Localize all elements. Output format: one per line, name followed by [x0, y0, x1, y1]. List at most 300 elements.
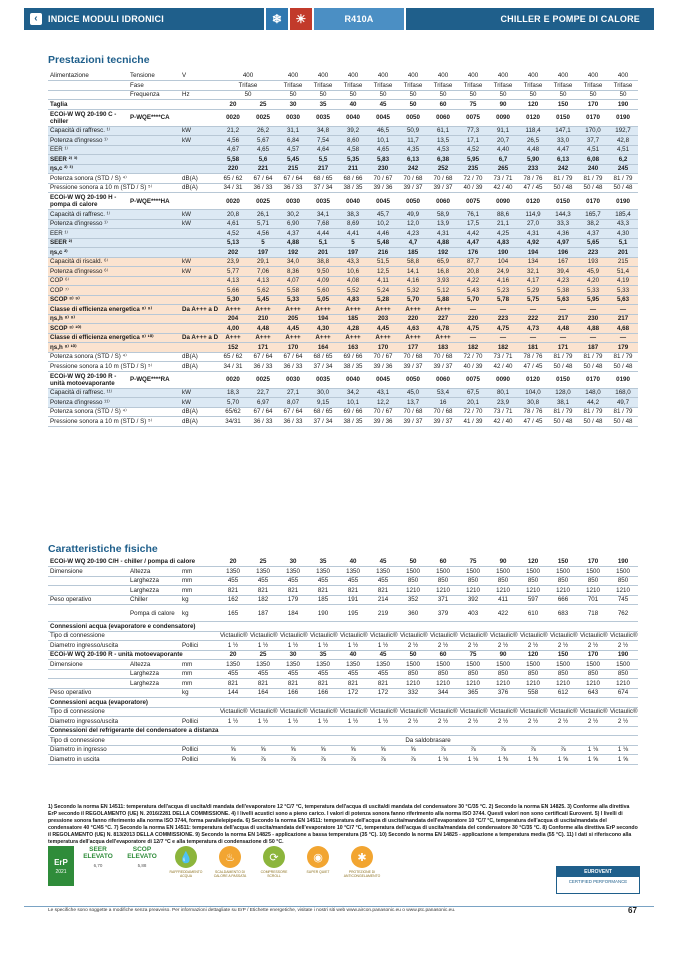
- table-cell: 1 ½: [368, 717, 398, 727]
- table-cell: 29,1: [248, 257, 278, 267]
- table-cell: 9,15: [308, 398, 338, 408]
- table-cell: 1210: [578, 586, 608, 596]
- table-cell: 30: [278, 650, 308, 660]
- table-cell: SEER ²⁾: [48, 238, 128, 248]
- table-cell: 5,13: [218, 238, 248, 248]
- table-cell: 34,0: [278, 257, 308, 267]
- table-cell: 4,19: [608, 276, 638, 286]
- compressor-label: COMPRESSORE SCROLL: [260, 870, 288, 878]
- scroll-compressor-icon: ⟳: [263, 846, 285, 868]
- table-cell: 5,52: [338, 286, 368, 296]
- table-cell: 0090: [488, 371, 518, 388]
- table-cell: 67 / 64: [278, 174, 308, 184]
- table-cell: Peso operativo: [48, 595, 128, 605]
- table-cell: kW: [180, 126, 218, 136]
- table-cell: 11,7: [398, 136, 428, 146]
- table-cell: 1 ⅜: [518, 755, 548, 765]
- table-cell: SEER ²⁾ ³⁾: [48, 155, 128, 165]
- table-cell: Potenza d'ingresso ⁶⁾: [48, 267, 180, 277]
- table-cell: 50: [308, 90, 338, 100]
- table-cell: ηs,c ²⁾: [48, 248, 128, 258]
- table-cell: 190: [608, 100, 638, 110]
- table-cell: [48, 586, 128, 596]
- table-cell: 90: [488, 557, 518, 567]
- table-cell: SCOP ⁸⁾ ¹⁰⁾: [48, 324, 128, 334]
- table-cell: kW: [180, 257, 218, 267]
- table-cell: 219: [368, 605, 398, 622]
- table-cell: Larghezza: [128, 586, 180, 596]
- table-cell: 1350: [248, 660, 278, 670]
- table-cell: 5,1: [308, 238, 338, 248]
- table-cell: 68 / 65: [308, 352, 338, 362]
- table-row: [48, 155, 638, 165]
- table-cell: —: [518, 333, 548, 343]
- table-cell: 185: [308, 595, 338, 605]
- table-cell: 0075: [458, 109, 488, 126]
- table-cell: 81 / 79: [608, 174, 638, 184]
- table-cell: 20: [218, 100, 248, 110]
- table-cell: 73 / 71: [488, 352, 518, 362]
- table-cell: 13,9: [428, 219, 458, 229]
- table-cell: 2 ½: [398, 717, 428, 727]
- erp-badge: [48, 846, 74, 886]
- table-cell: 4,52: [218, 229, 248, 239]
- table-cell: 400: [278, 71, 308, 81]
- table-cell: 21,1: [488, 219, 518, 229]
- table-cell: 45: [368, 100, 398, 110]
- table-row: [48, 145, 638, 155]
- table-cell: 220: [218, 164, 248, 174]
- table-cell: 195: [338, 605, 368, 622]
- table-cell: 5,32: [398, 286, 428, 296]
- table-cell: 50: [548, 90, 578, 100]
- table-cell: 455: [368, 576, 398, 586]
- table-cell: 38 / 35: [338, 362, 368, 372]
- table-cell: [128, 286, 180, 296]
- table-cell: 1210: [518, 586, 548, 596]
- table-cell: 65/62: [218, 407, 248, 417]
- table-cell: 196: [548, 248, 578, 258]
- table-cell: 104,0: [518, 388, 548, 398]
- table-cell: 42 / 40: [488, 417, 518, 427]
- table-cell: 4,63: [398, 324, 428, 334]
- table-cell: 34,1: [308, 210, 338, 220]
- table-cell: 0060: [428, 371, 458, 388]
- table-cell: COP ⁷⁾: [48, 286, 128, 296]
- table-cell: 4,56: [218, 136, 248, 146]
- table-cell: A+++: [278, 305, 308, 315]
- table-cell: 850: [488, 669, 518, 679]
- table-cell: 0020: [218, 109, 248, 126]
- table-cell: Trifase: [488, 81, 518, 91]
- table-cell: Potenza d'ingresso ¹⁾: [48, 219, 180, 229]
- table-cell: 172: [338, 688, 368, 698]
- table-cell: 197: [248, 248, 278, 258]
- table-cell: Pollici: [180, 717, 218, 727]
- table-cell: 821: [308, 586, 338, 596]
- table-row: [48, 343, 638, 353]
- table-cell: Capacità di raffresc. ¹¹⁾: [48, 388, 180, 398]
- table-cell: 20,8: [458, 267, 488, 277]
- table-cell: 455: [218, 669, 248, 679]
- table-cell: 4,48: [248, 324, 278, 334]
- table-cell: 0050: [398, 109, 428, 126]
- table-cell: 2 ½: [488, 641, 518, 651]
- table-cell: 558: [518, 688, 548, 698]
- table-row: [48, 248, 638, 258]
- table-cell: 179: [278, 595, 308, 605]
- table-cell: [128, 295, 180, 305]
- table-cell: 182: [458, 343, 488, 353]
- table-cell: —: [578, 305, 608, 315]
- table-cell: 392: [458, 595, 488, 605]
- table-cell: 31,1: [278, 126, 308, 136]
- table-cell: 400: [548, 71, 578, 81]
- table-cell: 30: [278, 557, 308, 567]
- table-cell: Tipo di connessione: [48, 736, 128, 746]
- table-cell: 227: [428, 314, 458, 324]
- table-cell: Altezza: [128, 660, 180, 670]
- table-cell: 171: [248, 343, 278, 353]
- table-row: [48, 183, 638, 193]
- table-cell: 78 / 76: [518, 352, 548, 362]
- table-cell: 1500: [488, 660, 518, 670]
- table-cell: 150: [548, 557, 578, 567]
- table-cell: 41 / 39: [458, 417, 488, 427]
- table-cell: 1500: [458, 567, 488, 577]
- table-cell: 0035: [308, 371, 338, 388]
- table-cell: 850: [578, 669, 608, 679]
- table-cell: 5,71: [248, 219, 278, 229]
- table-cell: 4,88: [428, 238, 458, 248]
- table-cell: Frequenza: [128, 90, 180, 100]
- table-cell: [180, 295, 218, 305]
- table-cell: 37 / 34: [308, 417, 338, 427]
- table-cell: 242: [398, 164, 428, 174]
- table-cell: 80,1: [488, 388, 518, 398]
- table-cell: Larghezza: [128, 669, 180, 679]
- table-cell: mm: [180, 669, 218, 679]
- table-cell: A+++: [338, 305, 368, 315]
- table-cell: 203: [368, 314, 398, 324]
- table-cell: 5,58: [278, 286, 308, 296]
- table-cell: 70 / 68: [398, 352, 428, 362]
- table-row: [48, 257, 638, 267]
- table-cell: 1500: [398, 567, 428, 577]
- table-cell: Victaulic®: [580, 708, 608, 716]
- table-cell: 50 / 48: [578, 417, 608, 427]
- table-cell: [128, 631, 180, 641]
- antifreeze-label: PROTEZIONE DI ANTICONGELAMENTO: [343, 870, 381, 878]
- table-cell: Trifase: [518, 81, 548, 91]
- table-cell: 38 / 35: [338, 417, 368, 427]
- table-cell: 5,67: [248, 136, 278, 146]
- table-row: [48, 622, 638, 632]
- table-cell: 1500: [518, 660, 548, 670]
- table-cell: 455: [218, 576, 248, 586]
- table-cell: 1350: [278, 660, 308, 670]
- table-cell: 5,63: [548, 295, 578, 305]
- table-cell: 214: [368, 595, 398, 605]
- table-cell: 1500: [488, 567, 518, 577]
- table-cell: 81 / 79: [578, 407, 608, 417]
- table-cell: 1 ⅛: [578, 745, 608, 755]
- table-cell: —: [458, 305, 488, 315]
- table-cell: 75: [458, 557, 488, 567]
- table-cell: 172: [368, 688, 398, 698]
- table-cell: 1350: [218, 660, 248, 670]
- table-cell: kg: [180, 595, 218, 605]
- table-cell: 1500: [548, 660, 578, 670]
- table-cell: 7,68: [308, 219, 338, 229]
- table-cell: [128, 736, 180, 746]
- table-cell: 60: [428, 100, 458, 110]
- table-cell: 4,20: [578, 276, 608, 286]
- table-cell: 217: [608, 314, 638, 324]
- page-number: 67: [628, 906, 637, 915]
- table-cell: 20,7: [488, 136, 518, 146]
- table-cell: 50 / 48: [548, 417, 578, 427]
- table-cell: Classe di efficienza energetica ⁸⁾ ⁹⁾: [48, 305, 180, 315]
- table-row: [48, 745, 638, 755]
- table-row: [48, 90, 638, 100]
- table-cell: 47 / 45: [518, 417, 548, 427]
- table-cell: 78 / 76: [518, 174, 548, 184]
- table-cell: Victaulic®: [580, 632, 608, 640]
- table-cell: 745: [608, 595, 638, 605]
- table-cell: 25: [248, 100, 278, 110]
- table-cell: 821: [308, 679, 338, 689]
- table-cell: 5,5: [308, 155, 338, 165]
- table-cell: Tipo di connessione: [48, 707, 128, 717]
- table-cell: 0090: [488, 109, 518, 126]
- table-cell: Diametro in ingresso: [48, 745, 128, 755]
- table-cell: 50 / 48: [608, 362, 638, 372]
- table-cell: [180, 229, 218, 239]
- table-cell: 5,70: [458, 295, 488, 305]
- table-cell: 400: [458, 71, 488, 81]
- table-cell: 4,88: [578, 324, 608, 334]
- table-cell: Tipo di connessione: [48, 631, 128, 641]
- table-cell: 4,88: [278, 238, 308, 248]
- index-link[interactable]: [24, 8, 264, 30]
- table-cell: 666: [548, 595, 578, 605]
- table-cell: 4,68: [608, 324, 638, 334]
- table-cell: dB(A): [180, 417, 218, 427]
- table-cell: A+++: [428, 333, 458, 343]
- table-cell: 51,5: [368, 257, 398, 267]
- table-cell: ⅝: [218, 755, 248, 765]
- table-cell: 850: [518, 576, 548, 586]
- table-cell: 4,11: [368, 276, 398, 286]
- table-cell: 39 / 36: [368, 183, 398, 193]
- table-cell: 0030: [278, 193, 308, 210]
- table-cell: 6,38: [428, 155, 458, 165]
- table-cell: 4,41: [338, 229, 368, 239]
- table-cell: 70 / 68: [398, 407, 428, 417]
- table-cell: A+++: [308, 305, 338, 315]
- table-cell: 43,3: [338, 257, 368, 267]
- table-cell: Victaulic®: [550, 632, 578, 640]
- table-cell: 190: [308, 605, 338, 622]
- table-cell: 5,60: [308, 286, 338, 296]
- table-cell: 4,45: [368, 324, 398, 334]
- table-cell: 5,62: [248, 286, 278, 296]
- table-cell: 13,5: [428, 136, 458, 146]
- table-cell: 147,1: [548, 126, 578, 136]
- table-row: [48, 605, 638, 622]
- table-cell: Trifase: [398, 81, 428, 91]
- snowflake-icon: ❄: [266, 8, 288, 30]
- table-cell: 20,8: [218, 210, 248, 220]
- table-cell: 344: [428, 688, 458, 698]
- table-cell: 455: [278, 669, 308, 679]
- table-cell: Trifase: [308, 81, 338, 91]
- section-title-caratteristiche: Caratteristiche fisiche: [48, 543, 158, 555]
- table-cell: 34 / 31: [218, 183, 248, 193]
- table-cell: 4,30: [608, 229, 638, 239]
- table-cell: 27,1: [278, 388, 308, 398]
- table-cell: 220: [398, 314, 428, 324]
- table-cell: 50: [398, 100, 428, 110]
- table-cell: 30,2: [278, 210, 308, 220]
- table-cell: 50: [488, 90, 518, 100]
- table-cell: 73 / 71: [488, 407, 518, 417]
- table-row: [48, 641, 638, 651]
- table-row: [48, 688, 638, 698]
- table-cell: 4,31: [518, 229, 548, 239]
- table-cell: 1500: [428, 660, 458, 670]
- table-cell: 170: [278, 343, 308, 353]
- table-cell: 0040: [338, 193, 368, 210]
- table-cell: 150: [548, 100, 578, 110]
- table-cell: 91,1: [488, 126, 518, 136]
- table-row: [48, 81, 638, 91]
- table-cell: Pollici: [180, 641, 218, 651]
- table-cell: 39 / 36: [368, 417, 398, 427]
- table-cell: [128, 164, 180, 174]
- table-cell: A+++: [248, 333, 278, 343]
- table-cell: 0050: [398, 371, 428, 388]
- table-cell: 4,13: [218, 276, 248, 286]
- table-cell: 850: [518, 669, 548, 679]
- table-cell: 5,28: [368, 295, 398, 305]
- table-cell: Victaulic®: [520, 708, 548, 716]
- table-cell: [48, 576, 128, 586]
- table-cell: ⅝: [368, 745, 398, 755]
- table-cell: 821: [368, 586, 398, 596]
- table-cell: ⅞: [488, 745, 518, 755]
- table-cell: 4,51: [608, 145, 638, 155]
- table-row: [48, 295, 638, 305]
- table-cell: 162: [218, 595, 248, 605]
- table-cell: 5,35: [338, 155, 368, 165]
- table-cell: 118,4: [518, 126, 548, 136]
- table-row: [48, 362, 638, 372]
- table-cell: [180, 155, 218, 165]
- table-cell: 1350: [308, 660, 338, 670]
- table-cell: 187: [578, 343, 608, 353]
- table-cell: 12,0: [398, 219, 428, 229]
- table-cell: ⅝: [278, 745, 308, 755]
- table-cell: A+++: [368, 305, 398, 315]
- table-cell: 411: [488, 595, 518, 605]
- table-cell: 1210: [488, 586, 518, 596]
- table-cell: 265: [488, 164, 518, 174]
- table-cell: 4,23: [398, 229, 428, 239]
- table-cell: 683: [548, 605, 578, 622]
- table-row: [48, 557, 638, 567]
- table-cell: 4,23: [548, 276, 578, 286]
- table-cell: Potenza sonora (STD / S) ⁴⁾: [48, 352, 180, 362]
- table-cell: 821: [368, 679, 398, 689]
- table-row: [48, 717, 638, 727]
- table-cell: 26,1: [248, 210, 278, 220]
- table-cell: ECOi-W WQ 20-190 C/H - chiller / pompa di calore: [48, 557, 218, 567]
- footer-text: Le specifiche sono soggette a modifiche senza preavviso. Per informazioni dettagliate su ErP / Etichette energetiche, visitate i nostri siti web www.aircon.panasonic.eu o www.ptc.panasonic.eu.: [48, 908, 456, 913]
- table-cell: 1210: [608, 679, 638, 689]
- table-row: [48, 193, 638, 210]
- table-cell: 718: [578, 605, 608, 622]
- table-cell: 455: [338, 576, 368, 586]
- table-cell: 90: [488, 100, 518, 110]
- table-cell: 400: [368, 71, 398, 81]
- table-cell: 1 ½: [248, 717, 278, 727]
- table-cell: 0120: [518, 371, 548, 388]
- table-cell: 33,3: [548, 219, 578, 229]
- table-cell: 4,30: [308, 324, 338, 334]
- table-cell: 4,44: [308, 229, 338, 239]
- table-cell: 400: [578, 71, 608, 81]
- table-row: [48, 371, 638, 388]
- table-row: [48, 71, 638, 81]
- table-cell: 25: [248, 650, 278, 660]
- table-cell: 4,83: [488, 238, 518, 248]
- table-cell: 67,5: [458, 388, 488, 398]
- table-cell: 821: [218, 586, 248, 596]
- table-cell: 14,1: [398, 267, 428, 277]
- table-cell: 4,40: [488, 145, 518, 155]
- table-cell: 1210: [548, 679, 578, 689]
- table-cell: 0025: [248, 109, 278, 126]
- table-cell: 1210: [428, 679, 458, 689]
- table-cell: 1500: [608, 660, 638, 670]
- table-cell: 37 / 34: [308, 362, 338, 372]
- table-cell: Victaulic®: [370, 632, 398, 640]
- table-cell: 75: [458, 650, 488, 660]
- table-cell: 5,33: [578, 286, 608, 296]
- table-cell: Victaulic®: [430, 632, 458, 640]
- table-cell: 39 / 37: [398, 362, 428, 372]
- table-cell: 16: [428, 398, 458, 408]
- table-cell: A+++: [398, 305, 428, 315]
- table-cell: 850: [608, 669, 638, 679]
- table-cell: Victaulic®: [430, 708, 458, 716]
- table-cell: 5,63: [608, 295, 638, 305]
- table-cell: Capacità di riscald. ⁶⁾: [48, 257, 180, 267]
- table-cell: Connessioni del refrigerante del condensatore a distanza: [48, 726, 638, 736]
- table-cell: Da A+++ a D: [182, 334, 218, 342]
- table-cell: Victaulic®: [400, 632, 428, 640]
- table-row: [48, 398, 638, 408]
- table-cell: 4,52: [458, 145, 488, 155]
- table-cell: Trifase: [458, 81, 488, 91]
- table-cell: 0060: [428, 193, 458, 210]
- table-cell: [180, 343, 218, 353]
- table-cell: 44,2: [578, 398, 608, 408]
- table-cell: 245: [608, 164, 638, 174]
- table-cell: Tensione: [128, 71, 180, 81]
